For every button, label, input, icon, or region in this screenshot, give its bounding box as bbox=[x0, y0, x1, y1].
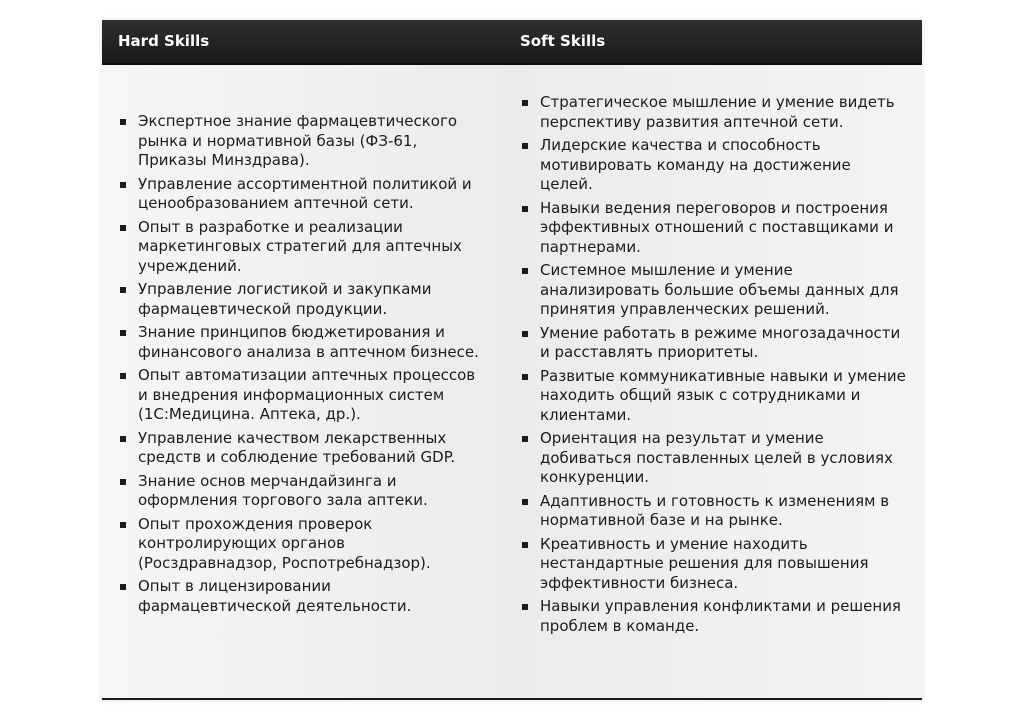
hard-skill-item: Управление логистикой и закупками фармацевтической продукции. bbox=[120, 280, 488, 319]
hard-skills-list bbox=[120, 112, 488, 620]
skills-table bbox=[102, 20, 922, 700]
hard-skill-item: Опыт в разработке и реализации маркетинговых стратегий для аптечных учреждений. bbox=[120, 218, 488, 277]
hard-skill-item: Управление качеством лекарственных средств и соблюдение требований GDP. bbox=[120, 429, 488, 468]
soft-skill-item: Умение работать в режиме многозадачности и расставлять приоритеты. bbox=[522, 324, 906, 363]
hard-skill-item: Знание принципов бюджетирования и финансового анализа в аптечном бизнесе. bbox=[120, 323, 488, 362]
hard-skill-item: Экспертное знание фармацевтического рынка и нормативной базы (ФЗ-61, Приказы Минздрава). bbox=[120, 112, 488, 171]
hard-skill-item: Опыт прохождения проверок контролирующих органов (Росздравнадзор, Роспотребнадзор). bbox=[120, 515, 488, 574]
table-body bbox=[102, 65, 922, 700]
soft-skill-item: Системное мышление и умение анализировать большие объемы данных для принятия управленческих решений. bbox=[522, 261, 906, 320]
soft-skill-item: Креативность и умение находить нестандартные решения для повышения эффективности бизнеса. bbox=[522, 535, 906, 594]
soft-skills-header: Soft Skills bbox=[520, 32, 606, 50]
soft-skill-item: Ориентация на результат и умение добиваться поставленных целей в условиях конкуренции. bbox=[522, 429, 906, 488]
hard-skills-header: Hard Skills bbox=[118, 32, 210, 50]
table-header bbox=[102, 20, 922, 65]
soft-skill-item: Навыки управления конфликтами и решения проблем в команде. bbox=[522, 597, 906, 636]
hard-skill-item: Опыт в лицензировании фармацевтической деятельности. bbox=[120, 577, 488, 616]
soft-skill-item: Навыки ведения переговоров и построения эффективных отношений с поставщиками и партнерами. bbox=[522, 199, 906, 258]
soft-skill-item: Стратегическое мышление и умение видеть перспективу развития аптечной сети. bbox=[522, 93, 906, 132]
soft-skill-item: Лидерские качества и способность мотивировать команду на достижение целей. bbox=[522, 136, 906, 195]
soft-skill-item: Развитые коммуникативные навыки и умение находить общий язык с сотрудниками и клиентами. bbox=[522, 367, 906, 426]
hard-skill-item: Опыт автоматизации аптечных процессов и внедрения информационных систем (1С:Медицина. Аптека, др.). bbox=[120, 366, 488, 425]
hard-skill-item: Управление ассортиментной политикой и ценообразованием аптечной сети. bbox=[120, 175, 488, 214]
soft-skills-list bbox=[522, 93, 906, 640]
hard-skill-item: Знание основ мерчандайзинга и оформления торгового зала аптеки. bbox=[120, 472, 488, 511]
soft-skill-item: Адаптивность и готовность к изменениям в нормативной базе и на рынке. bbox=[522, 492, 906, 531]
